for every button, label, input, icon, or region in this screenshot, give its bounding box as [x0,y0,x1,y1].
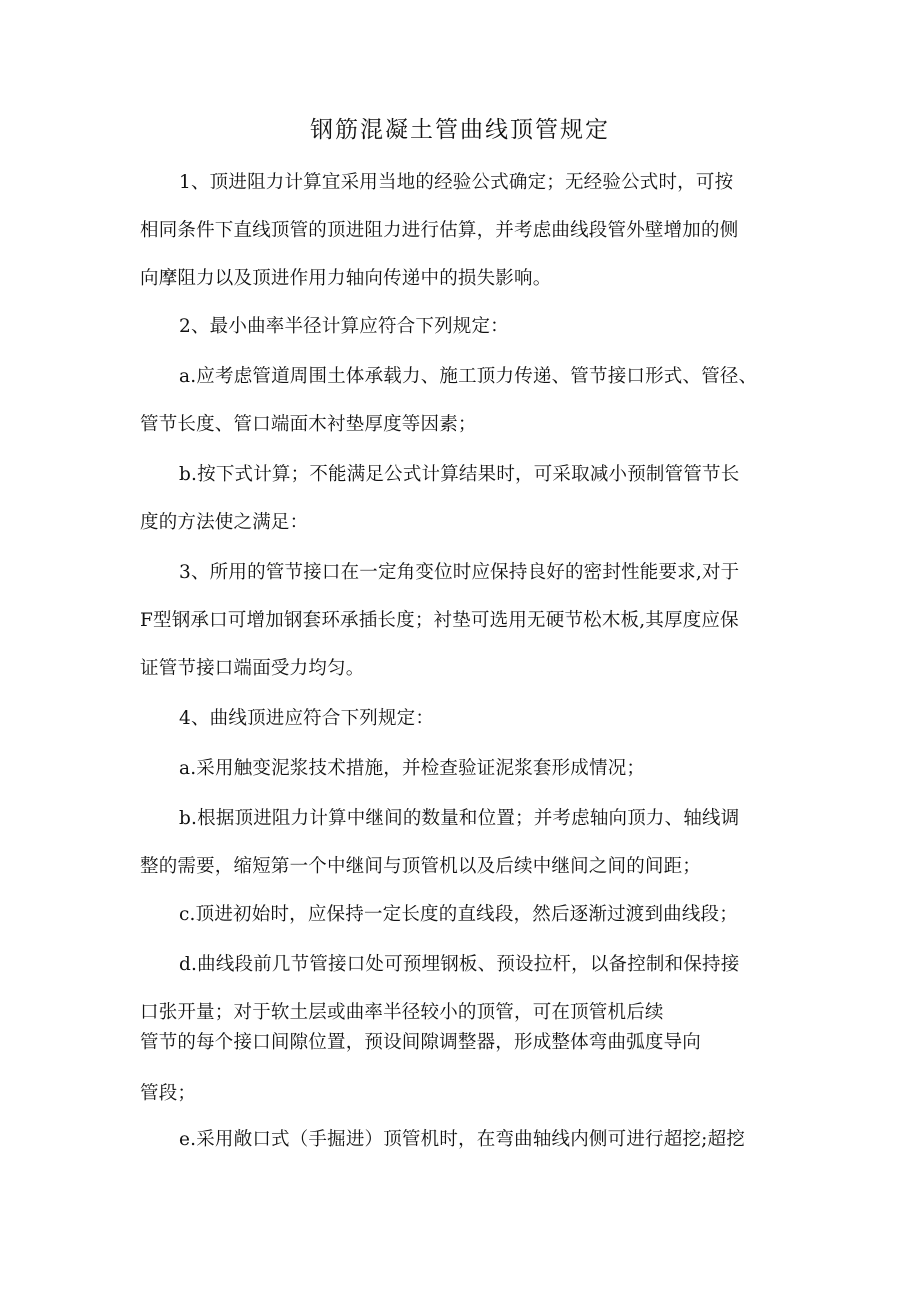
paragraph-4d-line-4: 管段； [140,1083,197,1104]
paragraph-4a-line-1: a.采用触变泥浆技术措施，并检查验证泥浆套形成情况； [179,758,646,779]
paragraph-4d-line-1: d.曲线段前几节管接口处可预埋钢板、预设拉杆，以备控制和保持接 [179,954,740,975]
paragraph-4b-line-1: b.根据顶进阻力计算中继间的数量和位置；并考虑轴向顶力、轴线调 [179,808,740,829]
paragraph-4d-line-2: 口张开量；对于软土层或曲率半径较小的顶管，可在顶管机后续 [140,1002,664,1023]
paragraph-4-line-1: 4、曲线顶进应符合下列规定： [179,708,435,729]
document-title: 钢筋混凝土管曲线顶管规定 [310,117,610,143]
paragraph-3-line-2: F型钢承口可增加钢套环承插长度；衬垫可选用无硬节松木板,其厚度应保 [140,610,739,631]
paragraph-2-line-1: 2、最小曲率半径计算应符合下列规定： [179,316,509,337]
paragraph-2a-line-1: a.应考虑管道周围土体承载力、施工顶力传递、管节接口形式、管径、 [179,366,758,387]
paragraph-4d-line-3: 管节的每个接口间隙位置，预设间隙调整器，形成整体弯曲弧度导向 [140,1032,702,1053]
paragraph-1-line-3: 向摩阻力以及顶进作用力轴向传递中的损失影响。 [140,268,552,289]
paragraph-2a-line-2: 管节长度、管口端面木衬垫厚度等因素； [140,414,477,435]
paragraph-3-line-1: 3、所用的管节接口在一定角变位时应保持良好的密封性能要求,对于 [179,562,740,583]
paragraph-4c-line-1: c.顶进初始时，应保持一定长度的直线段，然后逐渐过渡到曲线段； [179,904,738,925]
paragraph-2b-line-2: 度的方法使之满足： [140,512,309,533]
paragraph-1-line-2: 相同条件下直线顶管的顶进阻力进行估算，并考虑曲线段管外壁增加的侧 [140,220,739,241]
paragraph-2b-line-1: b.按下式计算；不能满足公式计算结果时，可采取减小预制管管节长 [179,464,740,485]
paragraph-4e-line-1: e.采用敞口式（手掘进）顶管机时，在弯曲轴线内侧可进行超挖;超挖 [179,1129,745,1150]
paragraph-1-line-1: 1、顶进阻力计算宜采用当地的经验公式确定；无经验公式时，可按 [179,172,734,193]
paragraph-4b-line-2: 整的需要，缩短第一个中继间与顶管机以及后续中继间之间的间距； [140,856,702,877]
paragraph-3-line-3: 证管节接口端面受力均匀。 [140,658,365,679]
